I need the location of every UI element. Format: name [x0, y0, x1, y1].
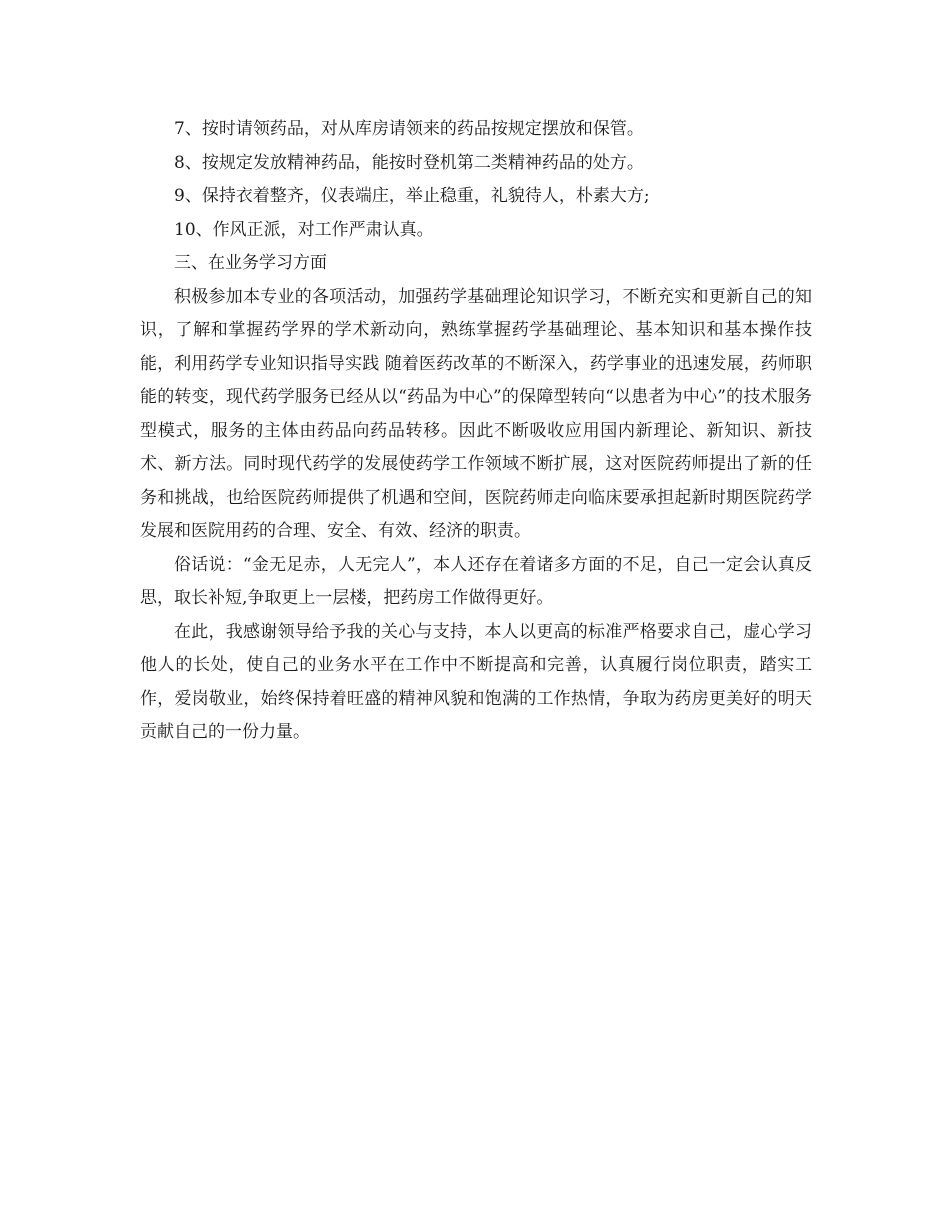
paragraph-item-9: 9、保持衣着整齐，仪表端庄，举止稳重，礼貌待人，朴素大方; [174, 186, 650, 206]
paragraph-shortcomings: 俗话说：“金无足赤，人无完人”，本人还存在着诸多方面的不足，自己一定会认真反思，取长补短,争取更上一层楼，把药房工作做得更好。 [140, 554, 812, 608]
paragraph-item-7: 7、按时请领药品，对从库房请领来的药品按规定摆放和保管。 [174, 119, 644, 139]
paragraph-thanks: 在此，我感谢领导给予我的关心与支持，本人以更高的标准严格要求自己，虚心学习他人的长处，使自己的业务水平在工作中不断提高和完善，认真履行岗位职责，踏实工作，爱岗敬业，始终保持着旺盛的精神风貌和饱满的工作热情，争取为药房更美好的明天贡献自己的一份力量。 [140, 621, 812, 742]
section-heading-study: 三、在业务学习方面 [174, 253, 327, 273]
document-body [140, 113, 812, 750]
paragraph-study: 积极参加本专业的各项活动，加强药学基础理论知识学习，不断充实和更新自己的知识，了解和掌握药学界的学术新动向，熟练掌握药学基础理论、基本知识和基本操作技能，利用药学专业知识指导实践 随着医药改革的不断深入，药学事业的迅速发展，药师职能的转变，现代药学服务已经从以“药品为中心”的保障型转向“以患者为中心”的技术服务型模式，服务的主体由药品向药品转移。因此不断吸收应用国内新理论、新知识、新技术、新方法。同时现代药学的发展使药学工作领域不断扩展，这对医院药师提出了新的任务和挑战，也给医院药师提供了机遇和空间，医院药师走向临床要承担起新时期医院药学发展和医院用药的合理、安全、有效、经济的职责。 [140, 286, 812, 541]
paragraph-item-10: 10、作风正派，对工作严肃认真。 [174, 219, 434, 240]
paragraph-item-8: 8、按规定发放精神药品，能按时登机第二类精神药品的处方。 [174, 152, 644, 173]
